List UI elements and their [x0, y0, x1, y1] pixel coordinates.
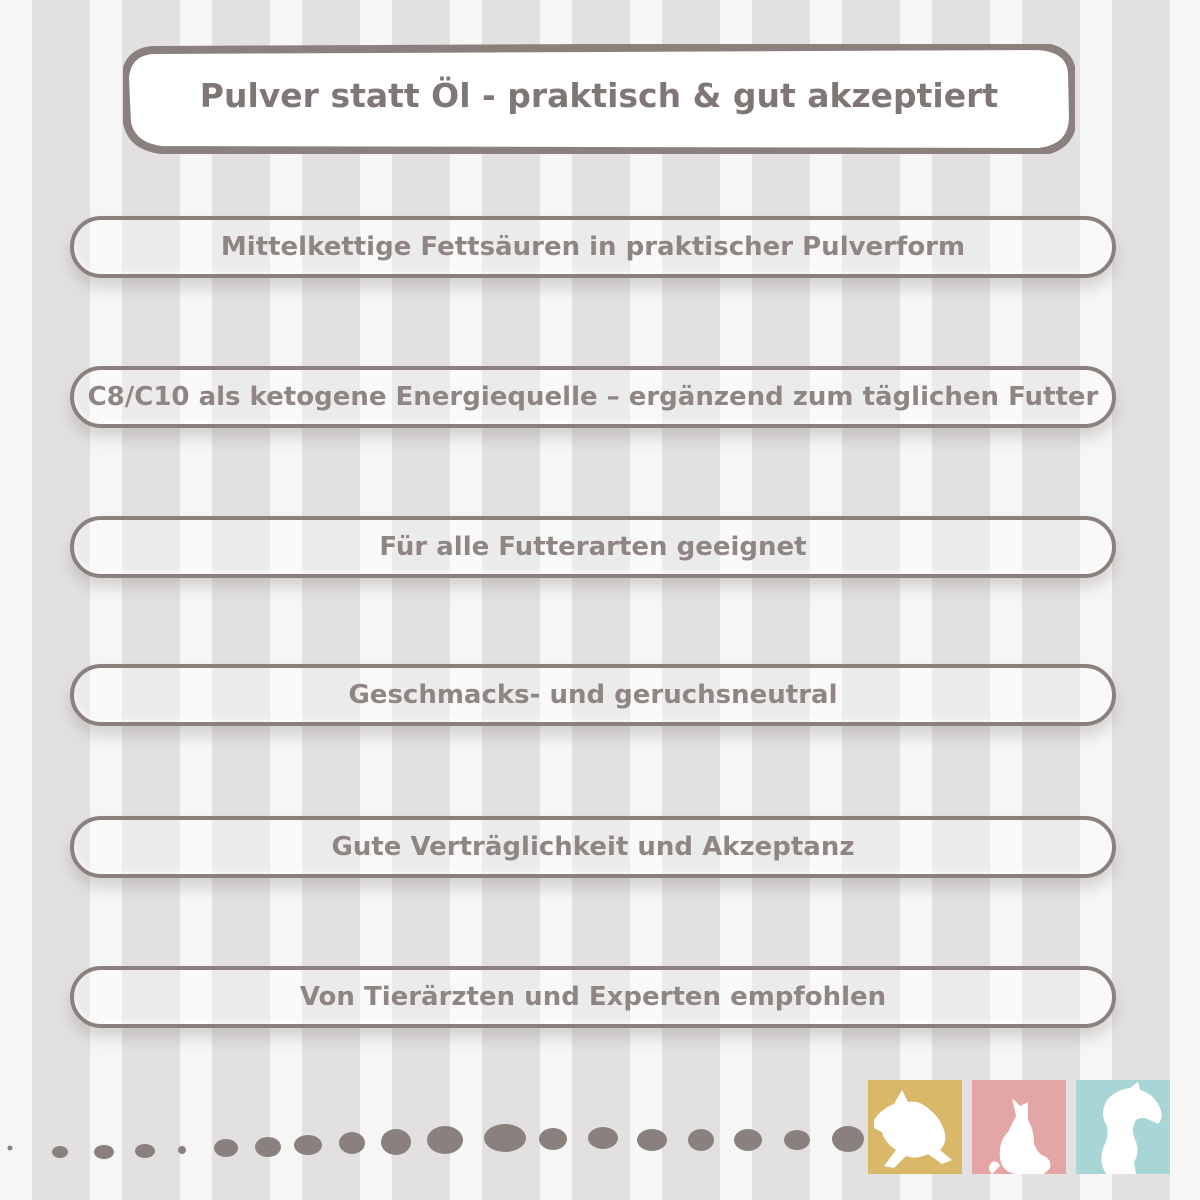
feature-item: [70, 366, 1116, 428]
feature-label: Von Tierärzten und Experten empfohlen: [299, 982, 887, 1012]
horse-logo-tile: [1076, 1080, 1170, 1174]
feature-label: C8/C10 als ketogene Energiequelle – ergänzend zum täglichen Futter: [87, 382, 1099, 412]
dog-logo-tile: [868, 1080, 962, 1174]
feature-item: [70, 966, 1116, 1028]
page-title: Pulver statt Öl - praktisch & gut akzeptiert: [199, 76, 999, 115]
cat-logo-tile: [972, 1080, 1066, 1174]
horse-icon: [1076, 1080, 1170, 1174]
dog-icon: [868, 1080, 962, 1174]
feature-label: Mittelkettige Fettsäuren in praktischer Pulverform: [220, 232, 966, 262]
feature-label: Geschmacks- und geruchsneutral: [348, 680, 838, 710]
feature-label: Für alle Futterarten geeignet: [379, 532, 807, 562]
feature-item: [70, 216, 1116, 278]
decorative-stepping-stones: [0, 1118, 870, 1168]
feature-item: [70, 516, 1116, 578]
cat-icon: [972, 1080, 1066, 1174]
feature-item: [70, 816, 1116, 878]
feature-label: Gute Verträglichkeit und Akzeptanz: [331, 832, 855, 862]
title-banner: [123, 44, 1075, 154]
feature-item: [70, 664, 1116, 726]
